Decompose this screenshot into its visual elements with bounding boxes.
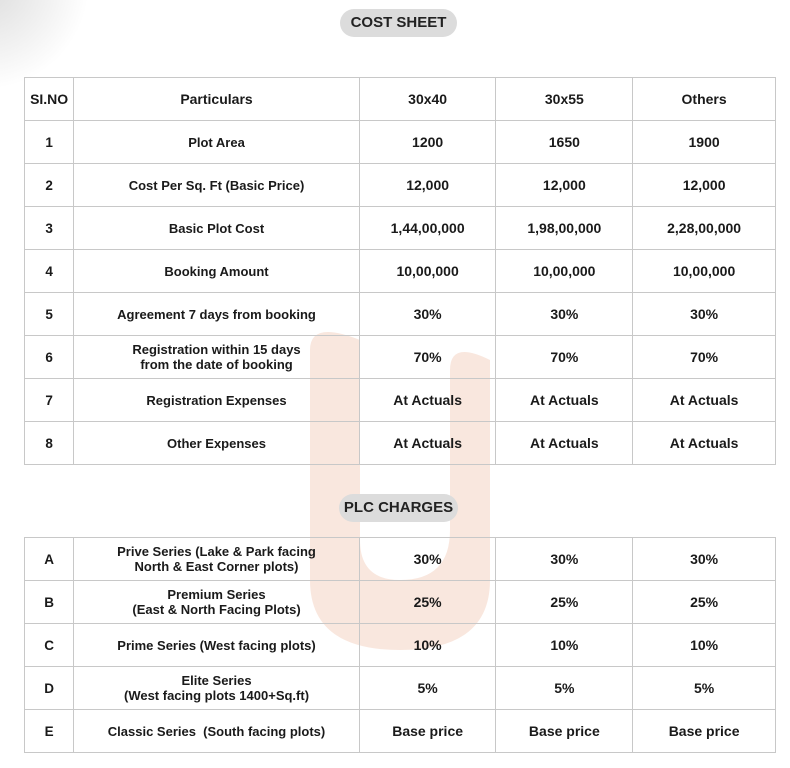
header-30x40: 30x40 bbox=[359, 78, 496, 121]
row-letter: C bbox=[25, 624, 74, 667]
cost-sheet-table bbox=[24, 77, 776, 465]
row-value-30x40: 10,00,000 bbox=[359, 250, 496, 293]
series-line-2: North & East Corner plots) bbox=[134, 559, 299, 574]
row-value-30x55: 1,98,00,000 bbox=[496, 207, 633, 250]
row-value-30x40: 12,000 bbox=[359, 164, 496, 207]
row-value-30x55: At Actuals bbox=[496, 379, 633, 422]
row-value-others: 2,28,00,000 bbox=[633, 207, 776, 250]
row-value-30x40: At Actuals bbox=[359, 422, 496, 465]
particular-line-1: Registration within 15 days bbox=[132, 342, 301, 357]
row-value-30x55: Base price bbox=[496, 710, 633, 753]
table-row bbox=[25, 379, 776, 422]
row-value-others: 5% bbox=[633, 667, 776, 710]
row-particular: Agreement 7 days from booking bbox=[74, 293, 360, 336]
row-series bbox=[74, 581, 360, 624]
row-value-30x40: 30% bbox=[359, 293, 496, 336]
header-sino: SI.NO bbox=[25, 78, 74, 121]
row-value-others: At Actuals bbox=[633, 422, 776, 465]
row-value-30x40: 30% bbox=[359, 538, 496, 581]
table-row bbox=[25, 164, 776, 207]
row-value-30x55: 12,000 bbox=[496, 164, 633, 207]
row-series bbox=[74, 710, 360, 753]
row-value-30x55: 25% bbox=[496, 581, 633, 624]
row-value-30x55: At Actuals bbox=[496, 422, 633, 465]
row-letter: E bbox=[25, 710, 74, 753]
row-value-others: 1900 bbox=[633, 121, 776, 164]
row-particular: Cost Per Sq. Ft (Basic Price) bbox=[74, 164, 360, 207]
row-value-30x55: 30% bbox=[496, 293, 633, 336]
row-number: 3 bbox=[25, 207, 74, 250]
series-line-1: Prive Series (Lake & Park facing bbox=[117, 544, 316, 559]
row-particular: Other Expenses bbox=[74, 422, 360, 465]
row-number: 4 bbox=[25, 250, 74, 293]
row-particular: Plot Area bbox=[74, 121, 360, 164]
row-value-30x55: 70% bbox=[496, 336, 633, 379]
row-value-others: Base price bbox=[633, 710, 776, 753]
row-value-30x55: 1650 bbox=[496, 121, 633, 164]
row-number: 7 bbox=[25, 379, 74, 422]
row-value-30x40: 10% bbox=[359, 624, 496, 667]
row-number: 8 bbox=[25, 422, 74, 465]
series-line-1: Elite Series bbox=[181, 673, 252, 688]
row-value-others: 10% bbox=[633, 624, 776, 667]
row-particular bbox=[74, 336, 360, 379]
row-value-30x40: 70% bbox=[359, 336, 496, 379]
row-letter: D bbox=[25, 667, 74, 710]
table-row bbox=[25, 581, 776, 624]
row-value-30x40: 1200 bbox=[359, 121, 496, 164]
table-row bbox=[25, 422, 776, 465]
series-line-1: Premium Series bbox=[167, 587, 266, 602]
row-particular: Basic Plot Cost bbox=[74, 207, 360, 250]
row-value-30x55: 10,00,000 bbox=[496, 250, 633, 293]
row-series bbox=[74, 667, 360, 710]
plc-charges-table bbox=[24, 537, 776, 753]
header-particulars: Particulars bbox=[74, 78, 360, 121]
table-row bbox=[25, 207, 776, 250]
row-value-30x55: 30% bbox=[496, 538, 633, 581]
series-line-1: Classic Series (South facing plots) bbox=[107, 723, 326, 739]
row-letter: A bbox=[25, 538, 74, 581]
row-particular: Booking Amount bbox=[74, 250, 360, 293]
row-value-others: At Actuals bbox=[633, 379, 776, 422]
cost-sheet-title: COST SHEET bbox=[340, 9, 457, 37]
row-value-30x40: 25% bbox=[359, 581, 496, 624]
table-row bbox=[25, 710, 776, 753]
row-value-30x40: At Actuals bbox=[359, 379, 496, 422]
header-others: Others bbox=[633, 78, 776, 121]
series-line-2: (West facing plots 1400+Sq.ft) bbox=[123, 688, 310, 703]
row-letter: B bbox=[25, 581, 74, 624]
row-value-30x55: 10% bbox=[496, 624, 633, 667]
table-row bbox=[25, 121, 776, 164]
table-row bbox=[25, 336, 776, 379]
row-number: 6 bbox=[25, 336, 74, 379]
row-value-30x40: 1,44,00,000 bbox=[359, 207, 496, 250]
row-value-30x40: 5% bbox=[359, 667, 496, 710]
series-line-1: Prime Series (West facing plots) bbox=[117, 637, 316, 653]
table-row bbox=[25, 667, 776, 710]
row-value-30x55: 5% bbox=[496, 667, 633, 710]
row-value-others: 12,000 bbox=[633, 164, 776, 207]
table-row bbox=[25, 250, 776, 293]
plc-charges-title: PLC CHARGES bbox=[339, 494, 458, 522]
particular-line-2: from the date of booking bbox=[140, 357, 293, 372]
header-30x55: 30x55 bbox=[496, 78, 633, 121]
row-value-others: 30% bbox=[633, 293, 776, 336]
row-number: 2 bbox=[25, 164, 74, 207]
row-particular: Registration Expenses bbox=[74, 379, 360, 422]
series-line-2: (East & North Facing Plots) bbox=[132, 602, 301, 617]
row-value-others: 10,00,000 bbox=[633, 250, 776, 293]
table-row bbox=[25, 293, 776, 336]
table-header-row bbox=[25, 78, 776, 121]
row-number: 1 bbox=[25, 121, 74, 164]
row-series bbox=[74, 624, 360, 667]
row-value-others: 70% bbox=[633, 336, 776, 379]
row-value-30x40: Base price bbox=[359, 710, 496, 753]
row-series bbox=[74, 538, 360, 581]
table-row bbox=[25, 624, 776, 667]
row-value-others: 25% bbox=[633, 581, 776, 624]
row-number: 5 bbox=[25, 293, 74, 336]
row-value-others: 30% bbox=[633, 538, 776, 581]
table-row bbox=[25, 538, 776, 581]
